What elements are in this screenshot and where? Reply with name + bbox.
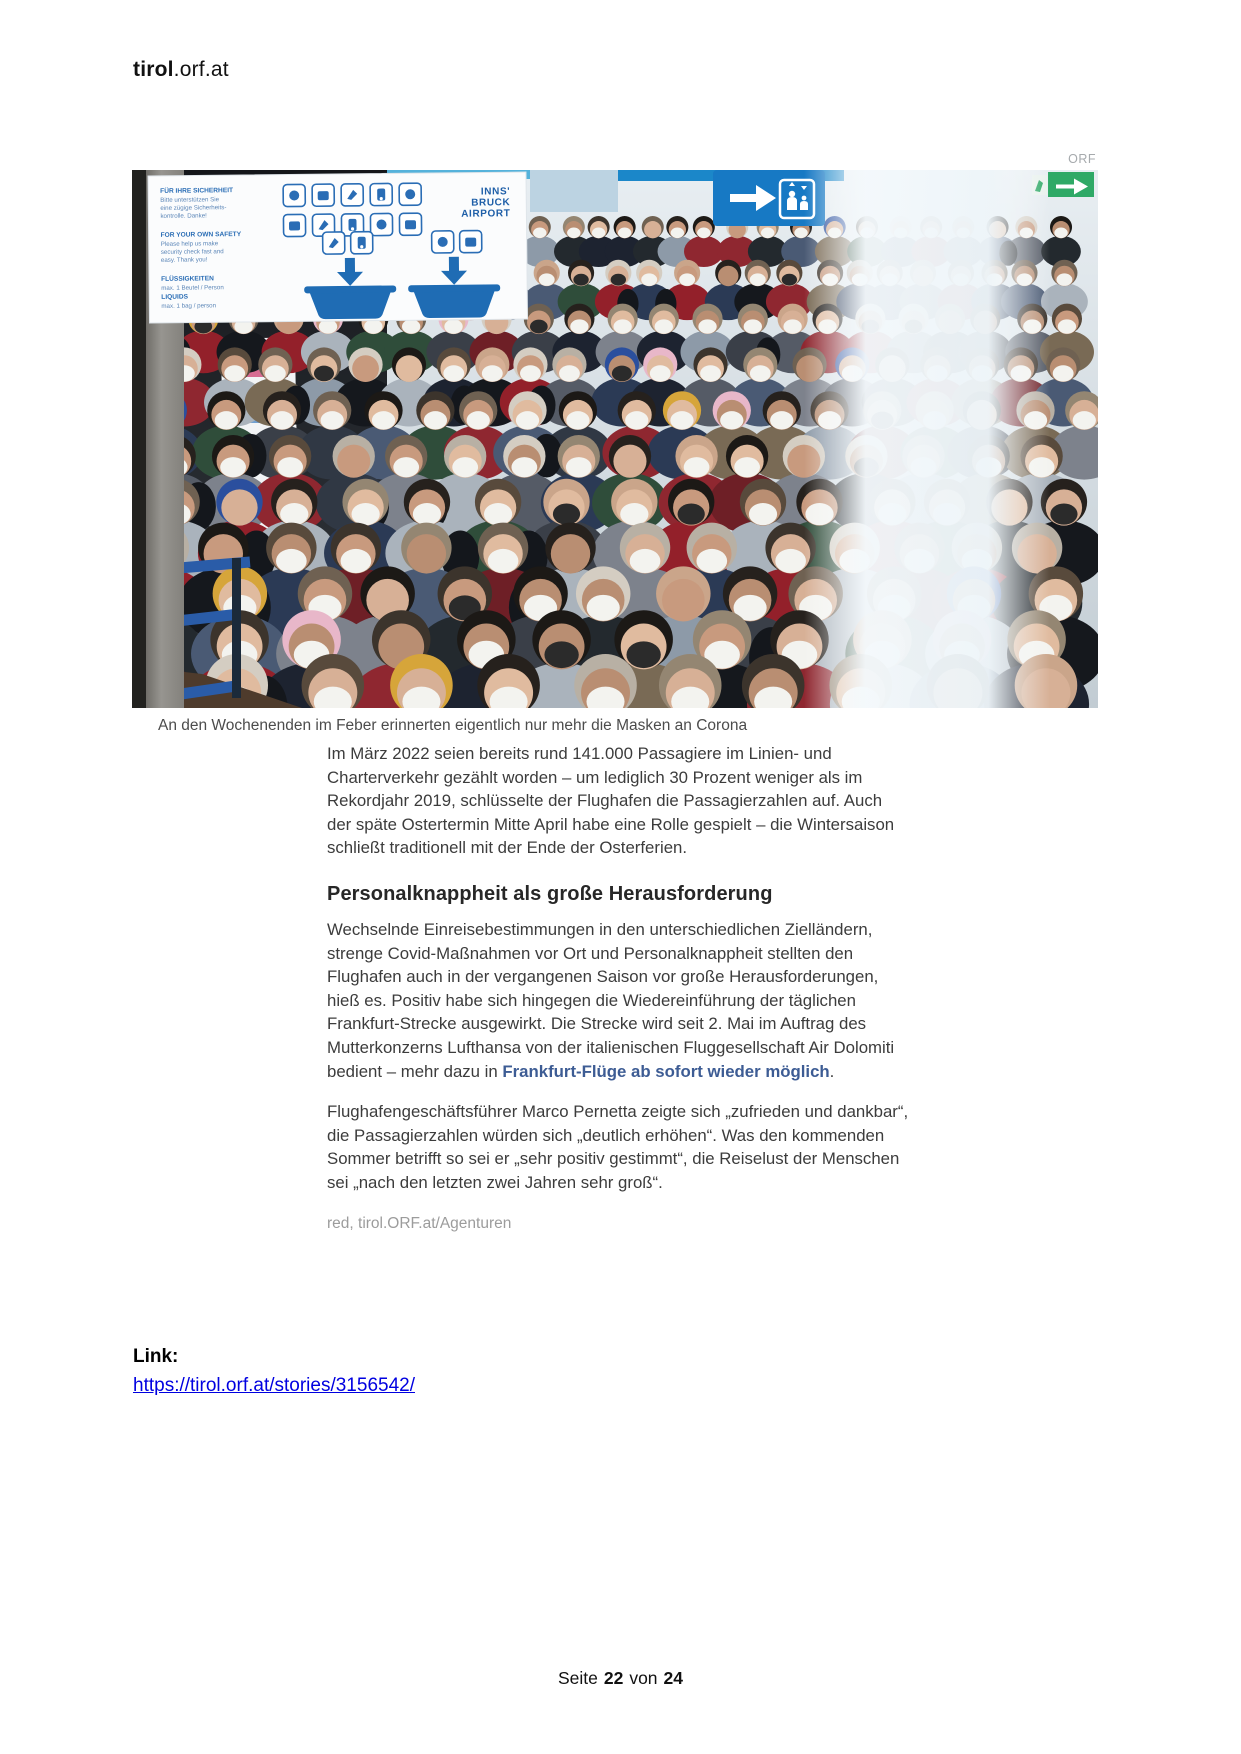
svg-text:FOR YOUR OWN SAFETY: FOR YOUR OWN SAFETY: [160, 231, 242, 239]
barrier-post: [232, 558, 241, 698]
svg-text:FÜR IHRE SICHERHEIT: FÜR IHRE SICHERHEIT: [160, 187, 234, 195]
photo-caption: An den Wochenenden im Feber erinnerten eigentlich nur mehr die Masken an Corona: [158, 717, 748, 734]
security-tray-icon: [309, 290, 391, 319]
pillar-shadow-edge: [132, 170, 146, 708]
security-tray-icon: [413, 289, 495, 318]
svg-text:eine zügige Sicherheits-: eine zügige Sicherheits-: [160, 204, 227, 212]
story-url-link[interactable]: https://tirol.orf.at/stories/3156542/: [133, 1375, 415, 1396]
bright-window-column: [804, 170, 1050, 708]
site-logo-bold: tirol: [133, 58, 174, 81]
article-figure: [132, 152, 1098, 735]
security-item-icon: [312, 184, 334, 206]
top-glass-panel: [530, 170, 618, 212]
svg-text:easy. Thank you!: easy. Thank you!: [160, 256, 208, 264]
security-item-icon: [460, 231, 482, 253]
airport-crowd-photo: [132, 170, 1098, 708]
svg-text:INNS': INNS': [480, 186, 511, 198]
paragraph-1: Im März 2022 seien bereits rund 141.000 Passagiere im Linien- und Charterverkehr gezählt worden – um lediglich 30 Prozent weniger als im Rekordjahr 2019, schlüsselte der Flughafen die Passagierzahlen auf. Auch der späte Ostertermin Mitte April habe eine Rolle gespielt – die Wintersaison schließt traditionell mit der Ende der Osterferien.: [327, 744, 895, 858]
footer-separator: von: [629, 1668, 658, 1688]
site-logo: [133, 58, 229, 82]
site-logo-rest: .orf.at: [173, 58, 229, 81]
paragraph-2: [327, 918, 909, 1083]
frankfurt-story-link[interactable]: Frankfurt-Flüge ab sofort wieder möglich: [502, 1061, 830, 1081]
link-section: [133, 1346, 415, 1397]
svg-text:kontrolle. Danke!: kontrolle. Danke!: [160, 212, 207, 220]
security-item-icon: [399, 213, 421, 235]
svg-text:FLÜSSIGKEITEN: FLÜSSIGKEITEN: [161, 275, 214, 283]
security-item-icon: [399, 183, 421, 205]
paragraph-2-period: .: [829, 1061, 835, 1081]
security-item-icon: [370, 183, 392, 205]
security-item-icon: [432, 231, 454, 253]
paragraph-3: Flughafengeschäftsführer Marco Pernetta zeigte sich „zufrieden und dankbar“, die Passagierzahlen würden sich „deutlich erhöhen“. Was den kommenden Sommer betrifft so sei er „sehr positiv gestimmt“, die Reiselust der Menschen sei „nach den letzten zwei Jahren sehr groß“.: [327, 1102, 909, 1192]
footer-current-page: 22: [603, 1668, 624, 1688]
svg-text:Please help us make: Please help us make: [160, 240, 219, 248]
security-item-icon: [351, 232, 373, 254]
link-label: Link:: [133, 1346, 179, 1367]
svg-text:BRUCK: BRUCK: [471, 197, 511, 209]
security-item-icon: [283, 214, 305, 236]
paragraph-2-text: Wechselnde Einreisebestimmungen in den unterschiedlichen Zielländern, strenge Covid-Maßnahmen vor Ort und Personalknappheit stellten den Flughafen auch in der vergangenen Saison vor große Herausforderungen, hieß es. Positiv habe sich hingegen die Wiedereinführung der täglichen Frankfurt-Strecke ausgewirkt. Die Strecke wird seit 2. Mai im Auftrag des Mutterkonzerns Lufthansa von der italienischen Fluggesellschaft Air Dolomiti bedient – mehr dazu in: [327, 919, 895, 1081]
section-heading: Personalknappheit als große Herausforderung: [327, 882, 773, 905]
security-tray-rim: [408, 284, 500, 292]
svg-text:LIQUIDS: LIQUIDS: [161, 293, 189, 301]
security-item-icon: [370, 213, 392, 235]
svg-text:max. 1 Beutel / Person: max. 1 Beutel / Person: [161, 284, 224, 292]
page-number-footer: [0, 1668, 1241, 1689]
footer-total-pages: 24: [663, 1668, 684, 1688]
svg-text:max. 1 bag / person: max. 1 bag / person: [161, 302, 217, 310]
byline: red, tirol.ORF.at/Agenturen: [327, 1214, 512, 1232]
security-item-icon: [341, 184, 363, 206]
security-info-sign: [148, 172, 528, 323]
svg-text:Bitte unterstützen Sie: Bitte unterstützen Sie: [160, 196, 220, 204]
article-body: [327, 742, 909, 1252]
footer-prefix: Seite: [557, 1668, 598, 1688]
svg-text:security check fast and: security check fast and: [160, 248, 224, 256]
security-tray-rim: [304, 285, 396, 293]
svg-text:AIRPORT: AIRPORT: [461, 208, 511, 220]
security-item-icon: [283, 184, 305, 206]
security-item-icon: [323, 232, 345, 254]
photo-credit: ORF: [1068, 152, 1096, 166]
